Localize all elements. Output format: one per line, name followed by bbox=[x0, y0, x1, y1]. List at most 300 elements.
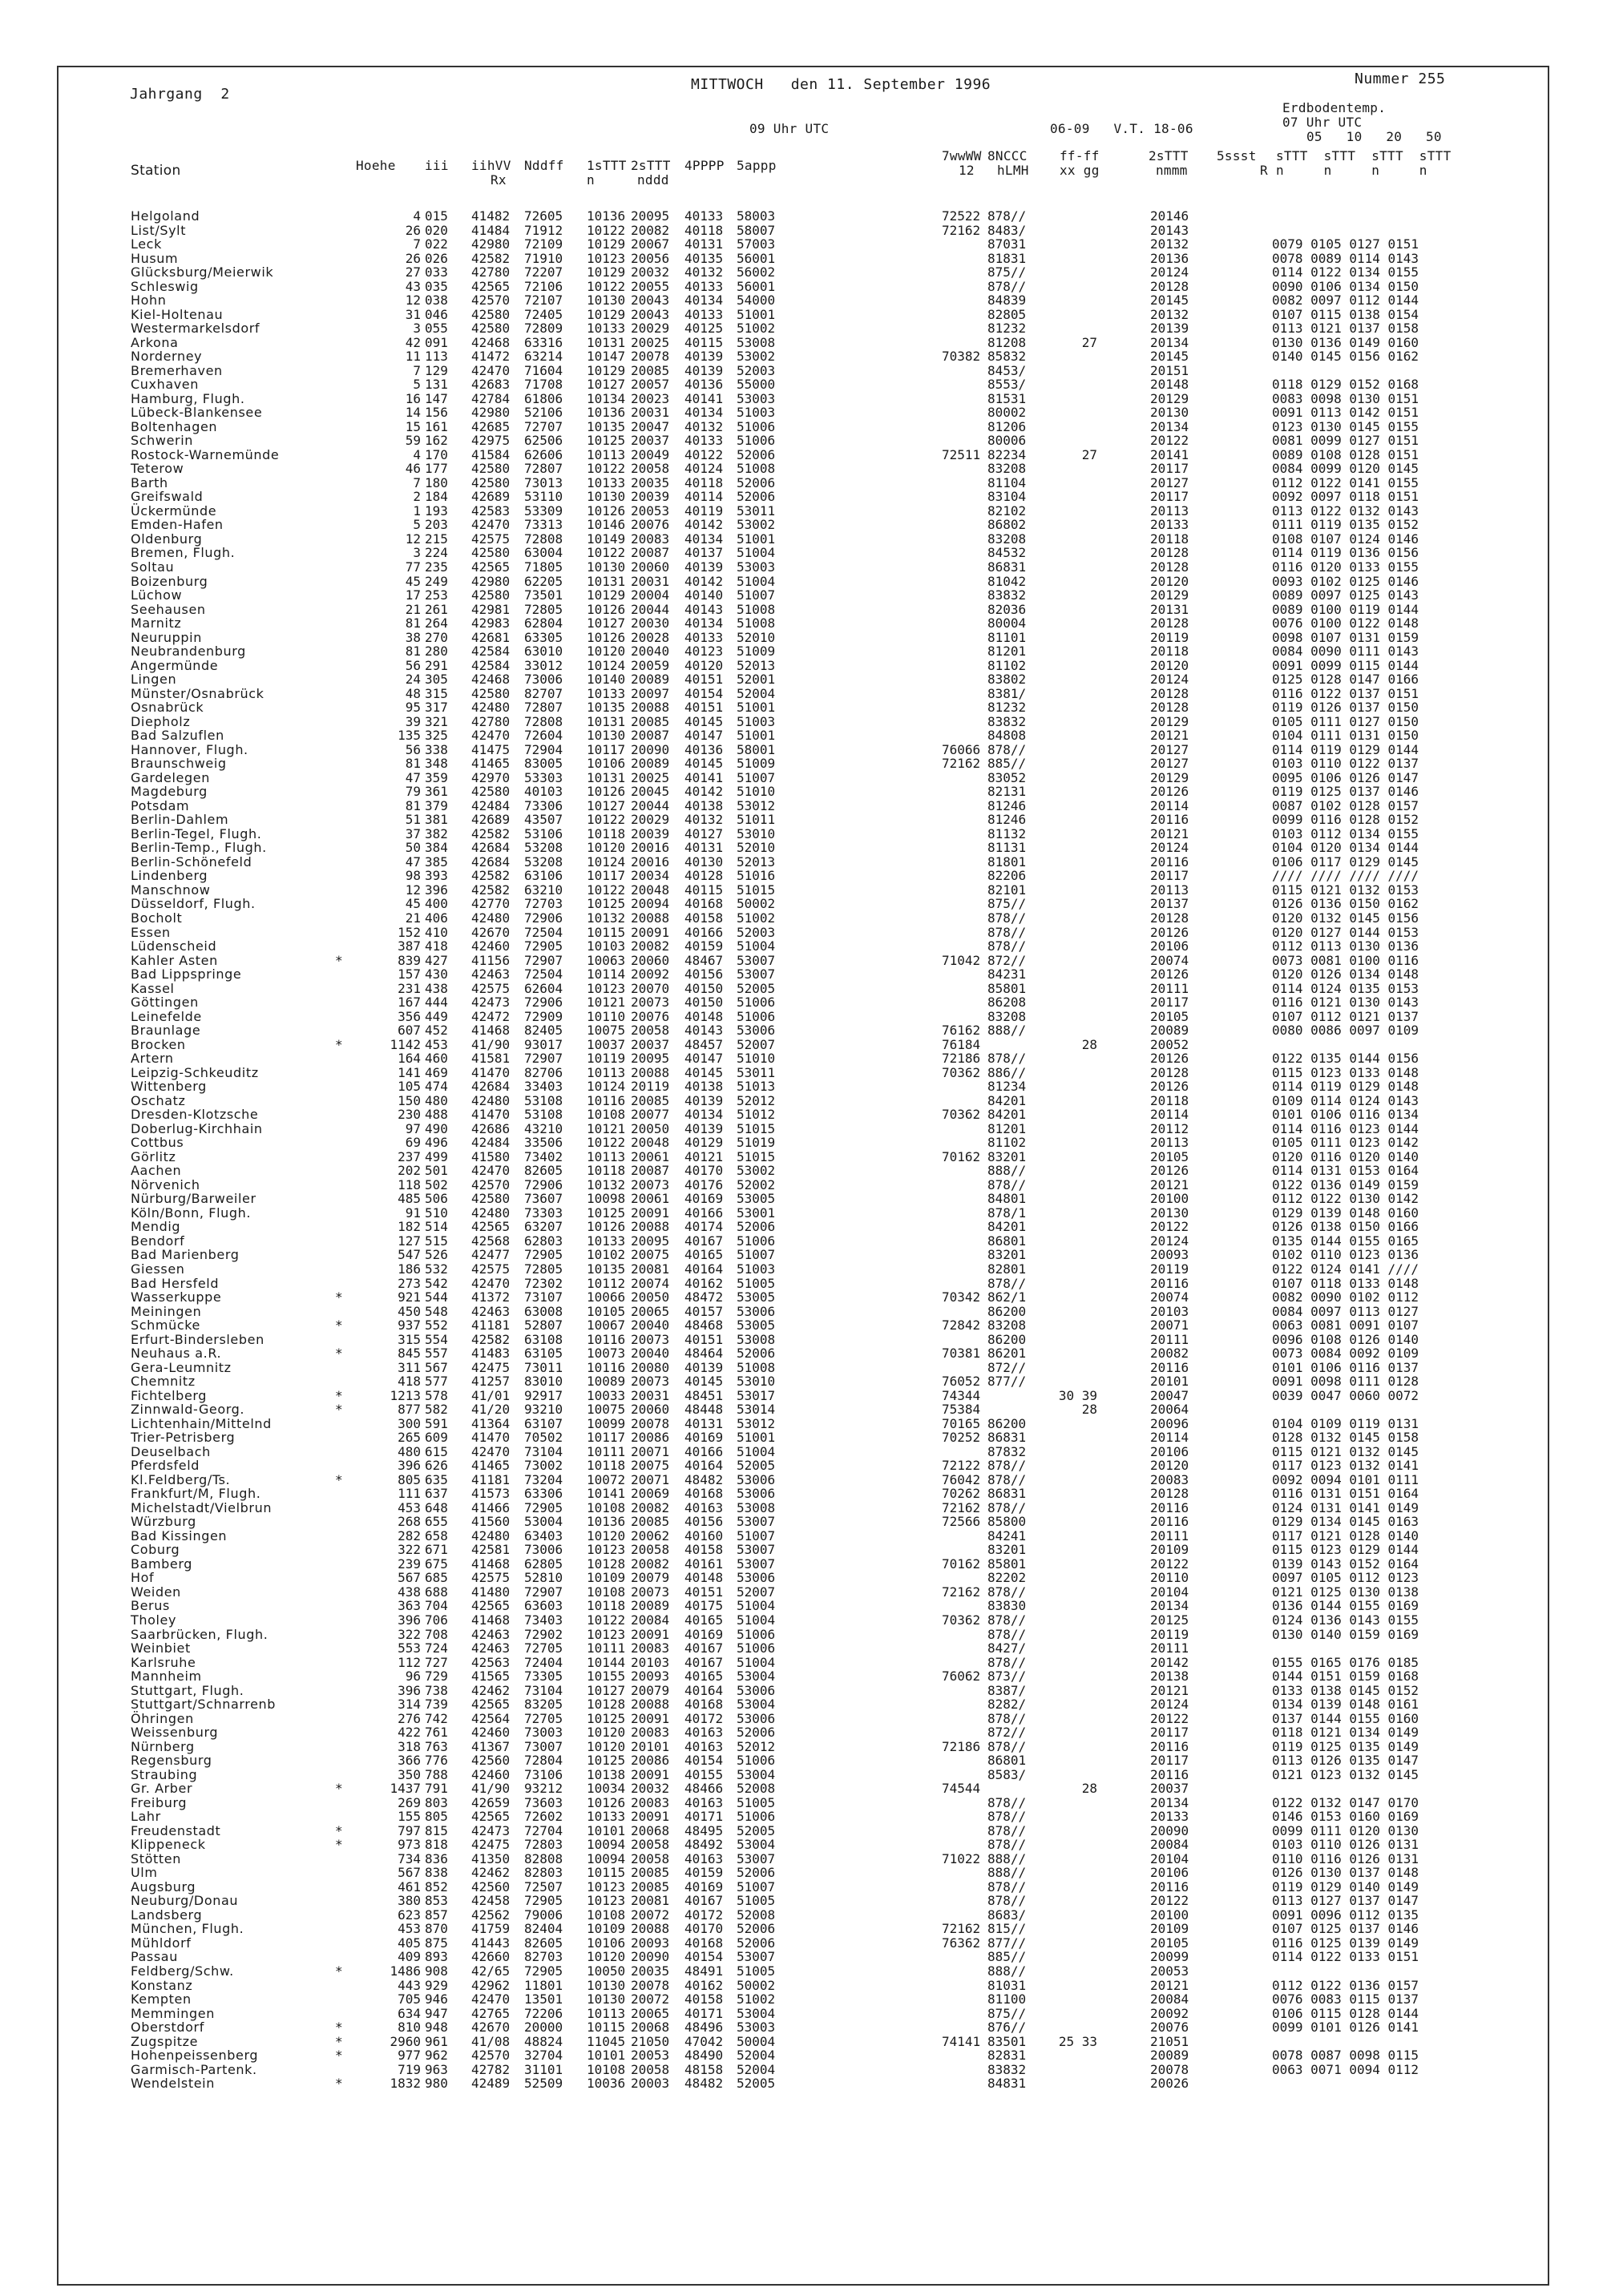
soil-temps: 0103 0110 0126 0131 bbox=[1272, 1837, 1419, 1853]
soil-temps: 0091 0098 0111 0128 bbox=[1272, 1374, 1419, 1390]
group-2sttt-b: 20118 bbox=[1150, 644, 1189, 660]
table-row bbox=[0, 377, 1523, 392]
station-name: Trier-Petrisberg bbox=[131, 1430, 236, 1446]
table-row bbox=[0, 575, 1523, 589]
soil-temps: 0112 0122 0130 0142 bbox=[1272, 1191, 1419, 1207]
group-iihvv: 42584 bbox=[471, 644, 511, 660]
group-1sttt: 10122 bbox=[587, 278, 626, 294]
group-4pppp: 40154 bbox=[684, 685, 724, 701]
station-id: 490 bbox=[425, 1120, 448, 1136]
group-nddff: 72705 bbox=[524, 1640, 563, 1656]
group-2sttt-b: 20105 bbox=[1150, 1935, 1189, 1951]
station-name: Saarbrücken, Flugh. bbox=[131, 1626, 269, 1642]
group-8nccc: 878// bbox=[987, 938, 1027, 954]
station-id: 406 bbox=[425, 910, 448, 926]
group-iihvv: 42570 bbox=[471, 2048, 511, 2064]
group-5appp: 53005 bbox=[737, 1191, 776, 1207]
group-nddff: 72808 bbox=[524, 713, 563, 729]
group-iihvv: 42580 bbox=[471, 306, 511, 322]
group-2sttt-b: 20146 bbox=[1150, 208, 1189, 224]
group-iihvv: 42685 bbox=[471, 418, 511, 434]
group-1sttt: 10133 bbox=[587, 321, 626, 337]
group-7wwww: 72842 bbox=[942, 1317, 981, 1334]
station-id: 542 bbox=[425, 1275, 448, 1291]
group-nddff: 72905 bbox=[524, 1499, 563, 1515]
station-id: 177 bbox=[425, 461, 448, 477]
group-8nccc: 83201 bbox=[987, 1542, 1027, 1558]
station-name: Freudenstadt bbox=[131, 1822, 221, 1838]
group-7wwww: 72566 bbox=[942, 1514, 981, 1530]
soil-temps: 0119 0125 0137 0146 bbox=[1272, 784, 1419, 800]
table-row bbox=[0, 982, 1523, 996]
group-4pppp: 40163 bbox=[684, 1725, 724, 1741]
altitude: 97 bbox=[405, 1120, 421, 1136]
group-4pppp: 48457 bbox=[684, 1036, 724, 1052]
group-2sttt: 20095 bbox=[631, 1233, 670, 1249]
station-id: 382 bbox=[425, 825, 448, 841]
group-nddff: 73006 bbox=[524, 1542, 563, 1558]
group-4pppp: 40151 bbox=[684, 700, 724, 716]
group-1sttt: 10120 bbox=[587, 644, 626, 660]
group-8nccc: 878// bbox=[987, 1710, 1027, 1726]
mountain-mark: * bbox=[335, 1471, 343, 1487]
mountain-mark: * bbox=[335, 2020, 343, 2036]
group-2sttt-b: 20082 bbox=[1150, 1346, 1189, 1362]
group-2sttt: 20076 bbox=[631, 517, 670, 533]
table-row bbox=[0, 1192, 1523, 1206]
group-iihvv: 42681 bbox=[471, 629, 511, 645]
station-name: Neuburg/Donau bbox=[131, 1893, 239, 1909]
station-id: 724 bbox=[425, 1640, 448, 1656]
altitude: 3 bbox=[413, 545, 421, 561]
altitude: 396 bbox=[398, 1612, 421, 1628]
altitude: 135 bbox=[398, 728, 421, 744]
table-row bbox=[0, 1894, 1523, 1908]
table-row bbox=[0, 476, 1523, 490]
altitude: 37 bbox=[405, 825, 421, 841]
group-nddff: 72106 bbox=[524, 278, 563, 294]
table-row bbox=[0, 1361, 1523, 1375]
station-id: 361 bbox=[425, 784, 448, 800]
group-2sttt: 20072 bbox=[631, 1907, 670, 1923]
group-8nccc: 80004 bbox=[987, 615, 1027, 632]
group-iihvv: 42962 bbox=[471, 1977, 511, 1993]
soil-temps: 0099 0116 0128 0152 bbox=[1272, 812, 1419, 828]
group-ffff: 27 bbox=[1081, 446, 1097, 462]
group-nddff: 43507 bbox=[524, 812, 563, 828]
soil-temps: 0091 0099 0115 0144 bbox=[1272, 657, 1419, 673]
group-nddff: 72805 bbox=[524, 1261, 563, 1277]
group-8nccc: 878// bbox=[987, 1458, 1027, 1474]
group-4pppp: 40167 bbox=[684, 1640, 724, 1656]
group-1sttt: 10127 bbox=[587, 1682, 626, 1698]
station-id: 761 bbox=[425, 1725, 448, 1741]
group-iihvv: 42670 bbox=[471, 2020, 511, 2036]
group-2sttt-b: 20096 bbox=[1150, 1415, 1189, 1431]
group-8nccc: 85801 bbox=[987, 1556, 1027, 1572]
group-iihvv: 42475 bbox=[471, 1837, 511, 1853]
jahrgang: Jahrgang 2 bbox=[130, 86, 230, 103]
soil-temps: 0101 0106 0116 0134 bbox=[1272, 1107, 1419, 1123]
group-2sttt-b: 20128 bbox=[1150, 278, 1189, 294]
altitude: 21 bbox=[405, 910, 421, 926]
altitude: 81 bbox=[405, 644, 421, 660]
group-2sttt: 20040 bbox=[631, 1317, 670, 1334]
table-row bbox=[0, 1206, 1523, 1221]
soil-temps: 0106 0117 0129 0145 bbox=[1272, 853, 1419, 870]
group-iihvv: 42564 bbox=[471, 1710, 511, 1726]
altitude: 48 bbox=[405, 685, 421, 701]
group-2sttt-b: 20142 bbox=[1150, 1654, 1189, 1670]
soil-temps: 0099 0111 0120 0130 bbox=[1272, 1822, 1419, 1838]
table-row bbox=[0, 349, 1523, 364]
soil-temps: 0115 0121 0132 0145 bbox=[1272, 1443, 1419, 1459]
station-id: 379 bbox=[425, 797, 448, 813]
group-4pppp: 40156 bbox=[684, 1514, 724, 1530]
group-2sttt-b: 20117 bbox=[1150, 868, 1189, 884]
group-iihvv: 42475 bbox=[471, 1359, 511, 1375]
group-nddff: 63107 bbox=[524, 1415, 563, 1431]
group-iihvv: 42468 bbox=[471, 334, 511, 350]
group-2sttt: 20082 bbox=[631, 1499, 670, 1515]
group-iihvv: 42480 bbox=[471, 1092, 511, 1108]
group-2sttt-b: 20122 bbox=[1150, 1219, 1189, 1235]
group-4pppp: 48158 bbox=[684, 2061, 724, 2077]
station-id: 359 bbox=[425, 769, 448, 785]
group-4pppp: 40155 bbox=[684, 1766, 724, 1782]
group-4pppp: 40158 bbox=[684, 1542, 724, 1558]
group-nddff: 63210 bbox=[524, 882, 563, 898]
group-2sttt-b: 20118 bbox=[1150, 1092, 1189, 1108]
station-id: 648 bbox=[425, 1499, 448, 1515]
group-2sttt-b: 20128 bbox=[1150, 559, 1189, 575]
group-nddff: 72107 bbox=[524, 293, 563, 309]
group-nddff: 11801 bbox=[524, 1977, 563, 1993]
group-4pppp: 40166 bbox=[684, 1204, 724, 1221]
group-4pppp: 40118 bbox=[684, 222, 724, 238]
group-nddff: 82803 bbox=[524, 1865, 563, 1881]
group-2sttt: 20029 bbox=[631, 321, 670, 337]
station-name: Wittenberg bbox=[131, 1079, 207, 1095]
group-nddff: 53108 bbox=[524, 1107, 563, 1123]
station-id: 184 bbox=[425, 489, 448, 505]
group-1sttt: 10122 bbox=[587, 1135, 626, 1151]
soil-temps: 0090 0106 0134 0150 bbox=[1272, 278, 1419, 294]
station-id: 557 bbox=[425, 1346, 448, 1362]
station-id: 480 bbox=[425, 1092, 448, 1108]
soil-temps: 0146 0153 0160 0169 bbox=[1272, 1809, 1419, 1825]
group-2sttt: 20086 bbox=[631, 1753, 670, 1769]
station-name: Magdeburg bbox=[131, 784, 208, 800]
station-id: 253 bbox=[425, 587, 448, 603]
group-2sttt-b: 20084 bbox=[1150, 1837, 1189, 1853]
soil-temps: 0120 0127 0144 0153 bbox=[1272, 924, 1419, 940]
station-name: Memmingen bbox=[131, 2005, 215, 2021]
col-7wwww: 7wwWW bbox=[942, 148, 982, 163]
group-5appp: 54000 bbox=[737, 293, 776, 309]
group-2sttt-b: 20128 bbox=[1150, 700, 1189, 716]
group-7wwww: 72162 bbox=[942, 1584, 981, 1600]
group-2sttt-b: 20106 bbox=[1150, 1443, 1189, 1459]
station-name: Bad Salzuflen bbox=[131, 728, 224, 744]
soil-temps: 0134 0139 0148 0161 bbox=[1272, 1697, 1419, 1713]
group-2sttt: 20048 bbox=[631, 1135, 670, 1151]
station-name: Diepholz bbox=[131, 713, 191, 729]
group-1sttt: 10099 bbox=[587, 1415, 626, 1431]
group-7wwww: 76184 bbox=[942, 1036, 981, 1052]
group-nddff: 63105 bbox=[524, 1346, 563, 1362]
group-2sttt: 20065 bbox=[631, 2005, 670, 2021]
col-soil-sttt: sTTT sTTT sTTT sTTT bbox=[1276, 148, 1452, 163]
station-name: Oberstdorf bbox=[131, 2020, 204, 2036]
station-id: 671 bbox=[425, 1542, 448, 1558]
group-8nccc: 86831 bbox=[987, 1486, 1027, 1502]
group-2sttt-b: 20129 bbox=[1150, 713, 1189, 729]
group-2sttt: 20058 bbox=[631, 1837, 670, 1853]
group-4pppp: 40167 bbox=[684, 1233, 724, 1249]
table-row bbox=[0, 1992, 1523, 2007]
group-2sttt-b: 20116 bbox=[1150, 1878, 1189, 1895]
soil-temps: 0089 0097 0125 0143 bbox=[1272, 587, 1419, 603]
soil-temps: 0113 0127 0137 0147 bbox=[1272, 1893, 1419, 1909]
soil-temps: 0113 0122 0132 0143 bbox=[1272, 502, 1419, 519]
group-iihvv: 41/20 bbox=[471, 1402, 511, 1418]
altitude: 167 bbox=[398, 995, 421, 1011]
altitude: 839 bbox=[398, 952, 421, 968]
group-2sttt: 20075 bbox=[631, 1458, 670, 1474]
soil-temps: 0087 0102 0128 0157 bbox=[1272, 797, 1419, 813]
station-id: 514 bbox=[425, 1219, 448, 1235]
group-2sttt: 20097 bbox=[631, 685, 670, 701]
group-1sttt: 10120 bbox=[587, 840, 626, 856]
altitude: 38 bbox=[405, 629, 421, 645]
table-row bbox=[0, 1248, 1523, 1262]
group-1sttt: 10129 bbox=[587, 587, 626, 603]
group-8nccc: 81031 bbox=[987, 1977, 1027, 1993]
group-5appp: 51007 bbox=[737, 1878, 776, 1895]
group-8nccc: 81208 bbox=[987, 334, 1027, 350]
group-2sttt: 20088 bbox=[631, 910, 670, 926]
group-5appp: 51004 bbox=[737, 1598, 776, 1614]
soil-temps: 0112 0113 0130 0136 bbox=[1272, 938, 1419, 954]
group-4pppp: 40139 bbox=[684, 362, 724, 378]
group-4pppp: 40118 bbox=[684, 474, 724, 490]
group-iihvv: 42784 bbox=[471, 390, 511, 406]
group-1sttt: 10075 bbox=[587, 1402, 626, 1418]
group-2sttt: 20083 bbox=[631, 1725, 670, 1741]
group-1sttt: 10117 bbox=[587, 741, 626, 757]
table-row bbox=[0, 504, 1523, 519]
group-nddff: 72109 bbox=[524, 236, 563, 252]
soil-temps: 0114 0124 0135 0153 bbox=[1272, 980, 1419, 996]
station-name: Angermünde bbox=[131, 657, 219, 673]
altitude: 1832 bbox=[390, 2076, 421, 2092]
station-id: 020 bbox=[425, 222, 448, 238]
altitude: 547 bbox=[398, 1247, 421, 1263]
station-name: Greifswald bbox=[131, 489, 204, 505]
station-id: 609 bbox=[425, 1430, 448, 1446]
station-name: Neubrandenburg bbox=[131, 644, 246, 660]
group-1sttt: 10129 bbox=[587, 362, 626, 378]
group-7wwww: 72186 bbox=[942, 1738, 981, 1754]
group-8nccc: 83104 bbox=[987, 489, 1027, 505]
group-5appp: 51011 bbox=[737, 812, 776, 828]
station-name: Neuhaus a.R. bbox=[131, 1346, 222, 1362]
soil-temps: 0126 0136 0150 0162 bbox=[1272, 896, 1419, 912]
group-nddff: 63305 bbox=[524, 629, 563, 645]
table-row bbox=[0, 771, 1523, 785]
group-5appp: 51010 bbox=[737, 1051, 776, 1067]
group-2sttt: 20091 bbox=[631, 1626, 670, 1642]
group-2sttt-b: 20052 bbox=[1150, 1036, 1189, 1052]
altitude: 164 bbox=[398, 1051, 421, 1067]
altitude: 567 bbox=[398, 1865, 421, 1881]
station-name: Nürburg/Barweiler bbox=[131, 1191, 256, 1207]
group-8nccc: 81131 bbox=[987, 840, 1027, 856]
group-4pppp: 40165 bbox=[684, 1247, 724, 1263]
altitude: 15 bbox=[405, 418, 421, 434]
group-2sttt: 20028 bbox=[631, 629, 670, 645]
table-row bbox=[0, 911, 1523, 926]
group-7wwww: 71042 bbox=[942, 952, 981, 968]
station-name: Husum bbox=[131, 250, 179, 266]
group-5appp: 52004 bbox=[737, 2048, 776, 2064]
group-4pppp: 40171 bbox=[684, 1809, 724, 1825]
station-name: Soltau bbox=[131, 559, 175, 575]
soil-temps: 0122 0136 0149 0159 bbox=[1272, 1176, 1419, 1192]
group-2sttt: 20090 bbox=[631, 1949, 670, 1965]
group-2sttt-b: 20151 bbox=[1150, 362, 1189, 378]
group-nddff: 73104 bbox=[524, 1443, 563, 1459]
group-1sttt: 10105 bbox=[587, 1303, 626, 1319]
group-iihvv: 42480 bbox=[471, 910, 511, 926]
table-row bbox=[0, 616, 1523, 631]
station-name: Bad Lippspringe bbox=[131, 966, 242, 983]
station-name: Schmücke bbox=[131, 1317, 200, 1334]
group-1sttt: 10122 bbox=[587, 1612, 626, 1628]
station-id: 791 bbox=[425, 1781, 448, 1797]
station-name: Doberlug-Kirchhain bbox=[131, 1120, 263, 1136]
group-2sttt-b: 20117 bbox=[1150, 1725, 1189, 1741]
soil-temps: 0114 0119 0136 0156 bbox=[1272, 545, 1419, 561]
altitude: 405 bbox=[398, 1935, 421, 1951]
group-4pppp: 40132 bbox=[684, 812, 724, 828]
table-row bbox=[0, 1333, 1523, 1347]
group-1sttt: 10111 bbox=[587, 1640, 626, 1656]
group-iihvv: 41475 bbox=[471, 741, 511, 757]
group-ffff: 28 bbox=[1081, 1036, 1097, 1052]
station-name: Schleswig bbox=[131, 278, 199, 294]
group-1sttt: 10113 bbox=[587, 446, 626, 462]
col-iihvv: iihVV bbox=[471, 158, 511, 173]
group-2sttt: 20071 bbox=[631, 1443, 670, 1459]
group-5appp: 51006 bbox=[737, 418, 776, 434]
group-1sttt: 10127 bbox=[587, 615, 626, 632]
group-2sttt-b: 20074 bbox=[1150, 1289, 1189, 1305]
station-name: Braunschweig bbox=[131, 756, 227, 772]
group-1sttt: 10067 bbox=[587, 1317, 626, 1334]
group-1sttt: 10128 bbox=[587, 1697, 626, 1713]
group-7wwww: 76362 bbox=[942, 1935, 981, 1951]
station-name: Marnitz bbox=[131, 615, 182, 632]
station-id: 510 bbox=[425, 1204, 448, 1221]
group-5appp: 51010 bbox=[737, 784, 776, 800]
group-4pppp: 40166 bbox=[684, 924, 724, 940]
station-name: Michelstadt/Vielbrun bbox=[131, 1499, 273, 1515]
soil-temps: 0082 0090 0102 0112 bbox=[1272, 1289, 1419, 1305]
group-2sttt: 20068 bbox=[631, 2020, 670, 2036]
station-name: Aachen bbox=[131, 1163, 182, 1179]
group-2sttt-b: 20084 bbox=[1150, 1991, 1189, 2007]
group-5appp: 51001 bbox=[737, 306, 776, 322]
col-hoehe: Hoehe bbox=[356, 158, 396, 173]
col-4pppp: 4PPPP bbox=[684, 158, 725, 173]
altitude: 81 bbox=[405, 615, 421, 632]
station-id: 836 bbox=[425, 1850, 448, 1866]
group-2sttt-b: 20120 bbox=[1150, 573, 1189, 589]
group-8nccc: 878// bbox=[987, 1738, 1027, 1754]
station-name: Leck bbox=[131, 236, 162, 252]
station-id: 203 bbox=[425, 517, 448, 533]
group-iihvv: 42660 bbox=[471, 1949, 511, 1965]
soil-temps: 0078 0089 0114 0143 bbox=[1272, 250, 1419, 266]
altitude: 7 bbox=[413, 474, 421, 490]
group-5appp: 51005 bbox=[737, 1963, 776, 1979]
group-2sttt: 20085 bbox=[631, 1514, 670, 1530]
group-iihvv: 41565 bbox=[471, 1669, 511, 1685]
station-name: Landsberg bbox=[131, 1907, 203, 1923]
table-row bbox=[0, 1220, 1523, 1234]
group-iihvv: 42583 bbox=[471, 502, 511, 519]
group-2sttt-b: 20114 bbox=[1150, 1107, 1189, 1123]
group-nddff: 73204 bbox=[524, 1471, 563, 1487]
group-5appp: 51002 bbox=[737, 910, 776, 926]
soil-temps: 0076 0083 0115 0137 bbox=[1272, 1991, 1419, 2007]
table-row bbox=[0, 1262, 1523, 1277]
group-2sttt-b: 20139 bbox=[1150, 321, 1189, 337]
group-nddff: 73013 bbox=[524, 474, 563, 490]
soil-temps: 0078 0087 0098 0115 bbox=[1272, 2048, 1419, 2064]
station-id: 852 bbox=[425, 1878, 448, 1895]
station-name: Neuruppin bbox=[131, 629, 202, 645]
group-4pppp: 40159 bbox=[684, 1865, 724, 1881]
station-name: Berlin-Schönefeld bbox=[131, 853, 252, 870]
table-row bbox=[0, 1838, 1523, 1852]
group-2sttt-b: 20118 bbox=[1150, 531, 1189, 547]
group-4pppp: 40125 bbox=[684, 321, 724, 337]
altitude: 81 bbox=[405, 797, 421, 813]
group-5appp: 51012 bbox=[737, 1107, 776, 1123]
group-5appp: 53010 bbox=[737, 825, 776, 841]
group-nddff: 72905 bbox=[524, 1963, 563, 1979]
group-nddff: 72507 bbox=[524, 1878, 563, 1895]
group-5appp: 53007 bbox=[737, 1850, 776, 1866]
station-name: Helgoland bbox=[131, 208, 200, 224]
group-iihvv: 42473 bbox=[471, 995, 511, 1011]
group-2sttt: 20079 bbox=[631, 1682, 670, 1698]
group-4pppp: 40160 bbox=[684, 1527, 724, 1543]
group-2sttt: 20031 bbox=[631, 1387, 670, 1403]
station-id: 291 bbox=[425, 657, 448, 673]
group-1sttt: 10098 bbox=[587, 1191, 626, 1207]
group-2sttt: 20091 bbox=[631, 1809, 670, 1825]
group-2sttt: 20060 bbox=[631, 559, 670, 575]
soil-temps: 0120 0126 0134 0148 bbox=[1272, 966, 1419, 983]
group-nddff: 63108 bbox=[524, 1331, 563, 1347]
group-nddff: 83205 bbox=[524, 1697, 563, 1713]
group-nddff: 33506 bbox=[524, 1135, 563, 1151]
table-row bbox=[0, 1613, 1523, 1628]
